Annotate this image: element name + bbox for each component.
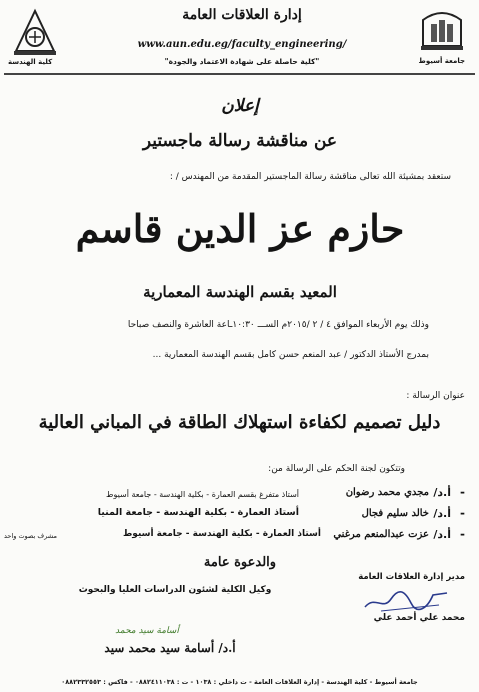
defense-venue: بمدرج الأستاذ الدكتور / عبد المنعم حسن كامل بقسم الهندسة المعمارية ...	[152, 350, 429, 360]
pr-director-name: محمد علي أحمد علي	[373, 613, 465, 623]
announcement-label: إعلان	[221, 96, 259, 116]
defense-schedule: وذلك يوم الأربعاء الموافق ٤ / ٢ /٢٠١٥م الســـ ١٠:٣٠ـاعة العاشرة والنصف صباحا	[127, 320, 429, 330]
faculty-engineering-logo-icon	[12, 7, 58, 57]
committee-intro: وتتكون لجنة الحكم على الرسالة من:	[268, 464, 405, 474]
member-prefix: أ.د/	[433, 486, 451, 499]
candidate-title: المعيد بقسم الهندسة المعمارية	[143, 283, 337, 301]
member-role: أستاذ العمارة - بكلية الهندسة - جامعة أسيوط	[122, 529, 321, 539]
announcement-intro: ستعقد بمشيئة الله تعالى مناقشة رسالة الماجستير المقدمة من المهندس / :	[169, 172, 451, 182]
list-bullet: -	[460, 506, 465, 520]
supervisor-note: مشرف بصوت واحد	[4, 532, 58, 540]
pr-director-title: مدير إدارة العلاقات العامة	[358, 572, 465, 582]
candidate-name: حازم عز الدين قاسم	[75, 206, 405, 251]
accreditation-tagline: "كلية حاصلة على شهادة الاعتماد والجودة"	[164, 57, 320, 66]
member-prefix: أ.د/	[433, 507, 451, 520]
vice-dean-title: وكيل الكلية لشئون الدراسات العليا والبحوث	[78, 585, 272, 595]
announcement-subject: عن مناقشة رسالة ماجستير	[142, 131, 338, 151]
member-role: أستاذ متفرغ بقسم العمارة - بكلية الهندسة - جامعة أسيوط	[106, 490, 299, 499]
university-logo-icon	[417, 6, 467, 52]
vice-dean-handwriting: أسامة سيد محمد	[115, 626, 179, 636]
member-prefix: أ.د/	[433, 528, 451, 541]
university-caption: جامعة أسيوط	[418, 57, 465, 65]
list-bullet: -	[460, 527, 465, 541]
footer-contact: جامعة أسيوط - كلية الهندسة - إدارة العلاقات العامة - ت داخلي : ١٠٣٨ - ت : ٠٨٨٢٤١١٠٣٨ - فاكس : ٠٨٨٢٣٣٢٥٥٣	[61, 678, 418, 686]
faculty-url: www.aun.edu.eg/faculty_engineering/	[137, 39, 347, 50]
member-name: مجدي محمد رضوان	[345, 487, 429, 498]
list-bullet: -	[460, 485, 465, 499]
member-role: أستاذ العمارة - بكلية الهندسة - جامعة المنيا	[97, 507, 299, 518]
thesis-label: عنوان الرسالة :	[406, 391, 465, 401]
org-name: إدارة العلاقات العامة	[182, 7, 302, 23]
thesis-title: دليل تصميم لكفاءة استهلاك الطاقة في المباني العالية	[38, 412, 441, 433]
public-invitation: والدعوة عامة	[203, 555, 277, 570]
header-divider	[4, 73, 475, 75]
vice-dean-name: أ.د/ أسامة سيد محمد سيد	[104, 641, 236, 655]
member-name: عزت عبدالمنعم مرغني	[333, 529, 429, 540]
faculty-caption: كلية الهندسة	[8, 58, 53, 66]
member-name: خالد سليم فجال	[361, 508, 429, 519]
pr-director-signature-icon	[361, 585, 451, 615]
